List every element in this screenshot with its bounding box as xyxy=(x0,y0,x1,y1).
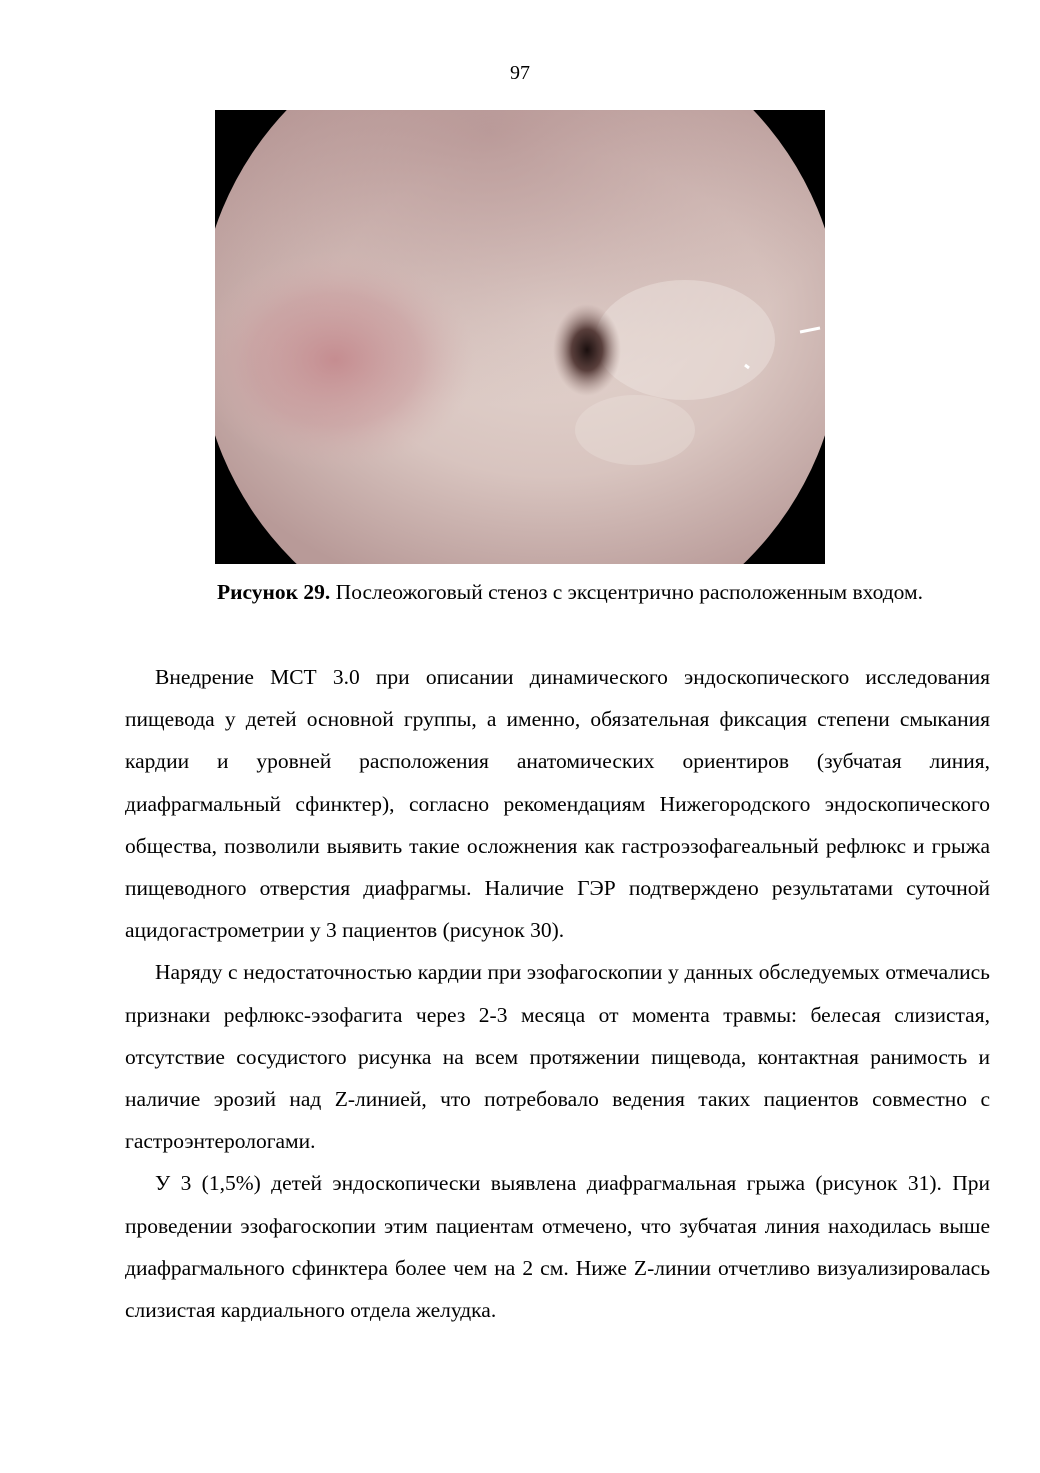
paragraph: Наряду с недостаточностью кардии при эзофагоскопии у данных обследуемых отмечались признаки рефлюкс-эзофагита через 2-3 месяца от момента травмы: белесая слизистая, отсутствие сосудистого рисунка на всем протяжении пищевода, контактная ранимость и наличие эрозий над Z-линией, что потребовало ведения таких пациентов совместно с гастроэнтерологами. xyxy=(125,960,990,1154)
paragraph: Внедрение МСТ 3.0 при описании динамического эндоскопического исследования пищевода у детей основной группы, а именно, обязательная фиксация степени смыкания кардии и уровней расположения анатомических ориентиров (зубчатая линия, диафрагмальный сфинктер), согласно рекомендациям Нижегородского эндоскопического общества, позволили выявить такие осложнения как гастроэзофагеальный рефлюкс и грыжа пищеводного отверстия диафрагмы. Наличие ГЭР подтверждено результатами суточной ацидогастрометрии у 3 пациентов (рисунок 30). xyxy=(125,665,990,943)
endoscopy-photo xyxy=(215,110,825,564)
paragraph: У 3 (1,5%) детей эндоскопически выявлена диафрагмальная грыжа (рисунок 31). При проведении эзофагоскопии этим пациентам отмечено, что зубчатая линия находилась выше диафрагмального сфинктера более чем на 2 см. Ниже Z-линии отчетливо визуализировалась слизистая кардиального отдела желудка. xyxy=(125,1171,990,1323)
endoscopy-image xyxy=(215,110,825,564)
figure-caption xyxy=(120,577,1020,607)
page-number: 97 xyxy=(510,62,530,84)
body-text xyxy=(125,656,990,1331)
figure-label: Рисунок 29. xyxy=(216,580,331,604)
figure-caption-text: Послеожоговый стеноз с эксцентрично расположенным входом. xyxy=(330,580,923,604)
